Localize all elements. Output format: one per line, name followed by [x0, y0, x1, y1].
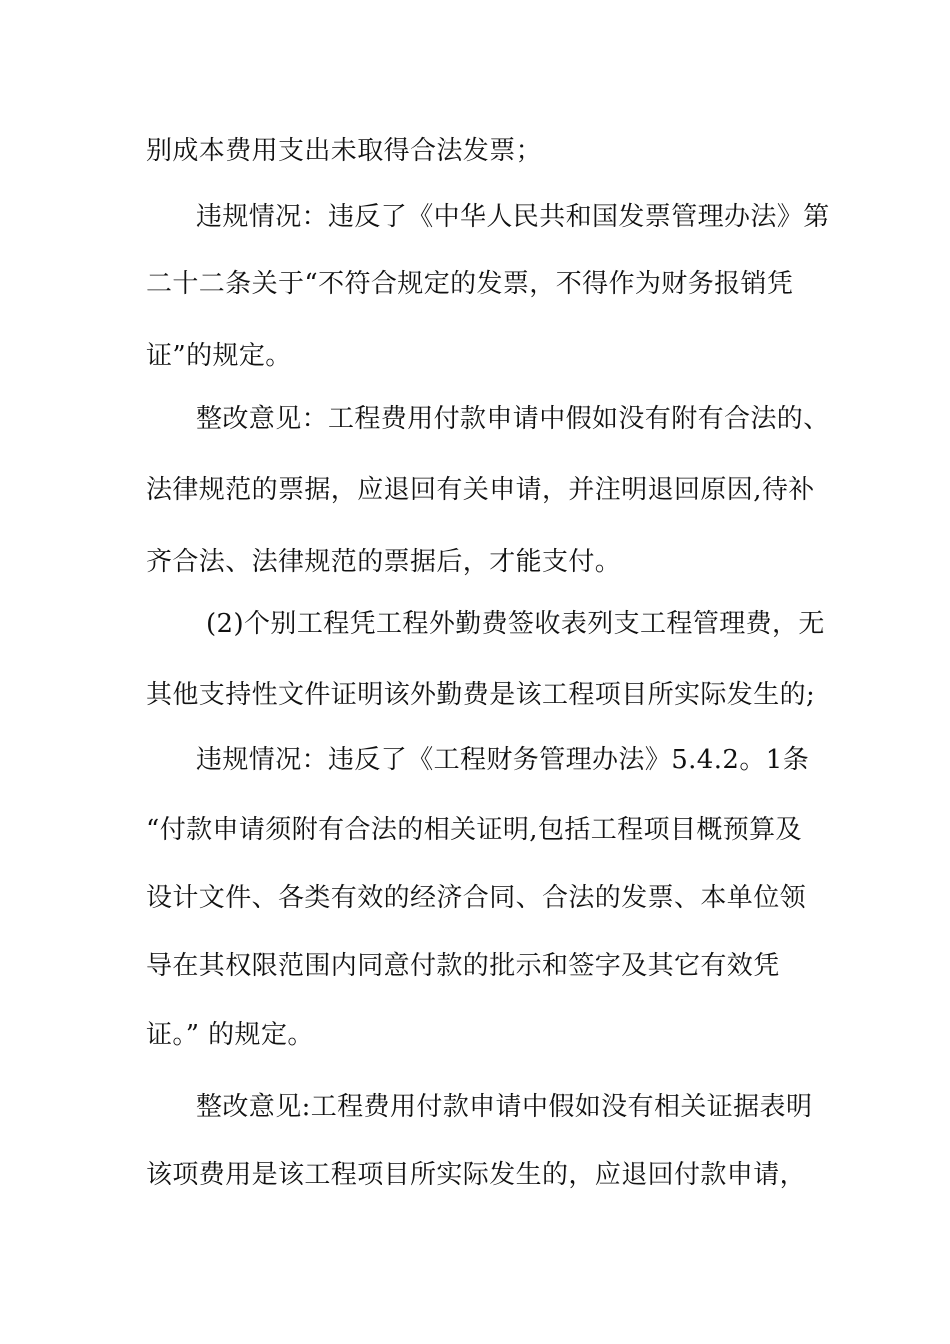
text-line-4: 证”的规定。 — [146, 341, 292, 371]
text-line-9: 其他支持性文件证明该外勤费是该工程项目所实际发生的; — [146, 680, 816, 710]
text-line-5: 整改意见：工程费用付款申请中假如没有附有合法的、 — [196, 404, 830, 434]
text-line-11: “付款申请须附有合法的相关证明,包括工程项目概预算及 — [146, 815, 802, 845]
text-line-12: 设计文件、各类有效的经济合同、合法的发票、本单位领 — [146, 883, 807, 913]
text-line-13: 导在其权限范围内同意付款的批示和签字及其它有效凭 — [146, 951, 780, 981]
text-line-7: 齐合法、法律规范的票据后，才能支付。 — [146, 547, 622, 577]
text-line-16: 该项费用是该工程项目所实际发生的，应退回付款申请， — [146, 1160, 807, 1190]
text-line-3: 二十二条关于“不符合规定的发票，不得作为财务报销凭 — [146, 269, 794, 299]
text-line-15: 整改意见:工程费用付款申请中假如没有相关证据表明 — [196, 1092, 813, 1122]
text-line-2: 违规情况：违反了《中华人民共和国发票管理办法》第 — [196, 202, 830, 232]
text-line-14: 证。” 的规定。 — [146, 1020, 314, 1050]
text-line-6: 法律规范的票据，应退回有关申请，并注明退回原因,待补 — [146, 475, 815, 505]
text-line-8: (2)个别工程凭工程外勤费签收表列支工程管理费，无 — [206, 609, 825, 639]
text-line-10: 违规情况：违反了《工程财务管理办法》5.4.2。1条 — [196, 745, 810, 775]
text-line-1: 别成本费用支出未取得合法发票； — [146, 136, 543, 166]
